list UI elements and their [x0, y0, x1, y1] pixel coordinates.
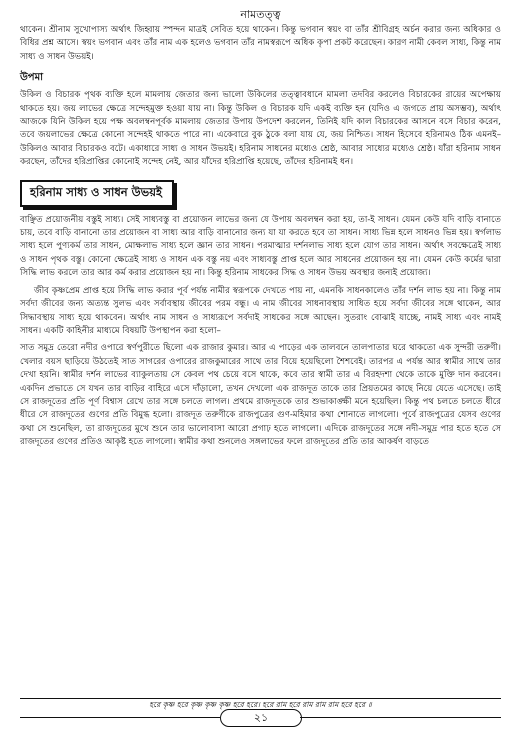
footer-rule-left [20, 717, 220, 718]
section-heading: হরিনাম সাধ্য ও সাধন উভয়ই [20, 180, 174, 207]
upama-heading: উপমা [20, 72, 44, 84]
footer-mantra: হরে কৃষ্ণ হরে কৃষ্ণ কৃষ্ণ কৃষ্ণ হরে হরে। হরে রাম হরে রাম রাম রাম হরে হরে ॥ [20, 698, 501, 712]
page-number: ২১ [220, 709, 302, 727]
upama-paragraph: উকিল ও বিচারক পৃথক ব্যক্তি হলে মামলায় জেতার জন্য ভালো উকিলের তত্ত্বাবধানে মামলা তদবির করলেও বিচারকের রায়ের অপেক্ষায় থাকতে হয়। জয় লাভের ক্ষেত্রে সন্দেহমুক্ত হওয়া যায় না। কিন্তু উকিল ও বিচারক যদি একই ব্যক্তি হন (যদিও এ জগতে প্রায় অসম্ভব), অর্থাৎ আজকে যিনি উকিল হয়ে পক্ষ অবলম্বনপূর্বক মামলায় জেতার উপায় উপদেশ করলেন, তিনিই যদি কাল বিচারকের আসনে বসে বিচার করেন, তবে জয়লাভের ক্ষেত্রে কোনো সন্দেহই থাকতে পারে না। একেবারে বুক ঠুকে বলা যায় যে, জয় নিশ্চিত। সাধন হিসেবে হরিনামও ঠিক এমনই– উকিলও আবার বিচারকও বটে। একাধারে সাধ্য ও সাধন উভয়ই। হরিনাম সাধনের মধ্যেও শ্রেষ্ঠ, আবার সাধ্যের মধ্যেও শ্রেষ্ঠ। যাঁরা হরিনাম সাধন করছেন, তাঁদের হরিপ্রাপ্তির কোনোই সন্দেহ নেই, আর যাঁদের হরিপ্রাপ্তি হয়েছে, তাঁদের হরিনামই ধন। [20, 90, 501, 168]
running-header: নামতত্ত্ব [240, 8, 281, 21]
section-paragraph-3: সাত সমুদ্র তেরো নদীর ওপারে স্বর্ণপুরীতে ছিলো এক রাজার কুমার। আর এ পাড়ের এক তালবনে তালপাতার ঘরে থাকতো এক সুন্দরী তরুণী। খেলার বয়স ছাড়িয়ে উঠতেই সাত সাগরের ওপারের রাজকুমারের সাথে তার বিয়ে হয়েছিলো শৈশবেই। তারপর এ পর্যন্ত আর স্বামীর সাথে তার দেখা হয়নি। স্বামীর দর্শন লাভের ব্যাকুলতায় সে কেবল পথ চেয়ে বসে থাকে, কবে তার স্বামী তার এ বিরহদশা থেকে তাকে মুক্তি দান করবেন। একদিন প্রভাতে সে যখন তার বাড়ির বাহিরে এসে দাঁড়ালো, তখন দেখলো এক রাজদূত তাকে তার প্রিয়তমের কাছে নিয়ে যেতে এসেছে। তাই সে রাজদূতের প্রতি পূর্ণ বিশ্বাস রেখে তার সঙ্গে চলতে লাগল। প্রথমে রাজদূতকে তার শুভাকাঙ্ক্ষী মনে হয়েছিল। কিন্তু পথ চলতে চলতে ধীরে ধীরে সে রাজদূতের গুণের প্রতি বিমুগ্ধ হলো। রাজদূত তরুণীকে রাজপুত্রের গুণ-মহিমার কথা শোনাতে লাগলো। পূর্বে রাজপুত্রের যেসব গুণের কথা সে শুনেছিল, তা রাজদূতের মুখে শুনে তার ভালোবাসা আরো প্রগাঢ় হতে লাগলো। এদিকে রাজদূতের সঙ্গে নদী-সমুদ্র পার হতে হতে সে রাজদূতের গুণের প্রতিও আকৃষ্ট হতে লাগলো। স্বামীর কথা শুনলেও সঙ্গলাভের ফলে রাজদূতের প্রতি তার আকর্ষণ বাড়তে [20, 343, 501, 448]
section-paragraph-2: জীব কৃষ্ণপ্রেম প্রাপ্ত হয়ে সিদ্ধি লাভ করার পূর্ব পর্যন্ত নামীর স্বরূপকে দেখতে পায় না, এমনকি সাধনকালেও তাঁর দর্শন লাভ হয় না। কিন্তু নাম সর্বদা জীবের জন্য অত্যন্ত সুলভ এবং সর্বাবস্থায় জীবের পরম বন্ধু। এ নাম জীবের সাধনাবস্থায় সাধিত হয়ে সর্বদা জীবের সঙ্গে থাকেন, আর সিদ্ধাবস্থায় সাধ্য হয়ে থাকবেন। অর্থাৎ নাম সাধন ও সাধ্যরূপে সর্বদাই সাধকের সঙ্গে আছেন। সুতরাং বোঝাই যাচ্ছে, নামই সাধ্য এবং নামই সাধন। একটি কাহিনীর মাধ্যমে বিষয়টি উপস্থাপন করা হলো– [20, 285, 501, 336]
intro-paragraph: থাকেন। শ্রীনাম সুখোপাস্য অর্থাৎ জিহ্বায় স্পন্দন মাত্রই সেবিত হয়ে থাকেন। কিন্তু ভগবান স্বয়ং বা তাঁর শ্রীবিগ্রহ অর্চন করার জন্য অধিকার ও বিধির প্রশ্ন আসে। স্বয়ং ভগবান এবং তাঁর নাম এক হলেও ভগবান তাঁর নামস্বরূপে অধিক কৃপা প্রকট করেছেন। কারণ নামী কেবল সাধ্য, কিন্তু নাম সাধ্য ও সাধন উভয়ই। [20, 25, 501, 62]
footer-rule-right [300, 717, 501, 718]
section-paragraph-1: বাঞ্ছিত প্রয়োজনীয় বস্তুই সাধ্য। সেই সাধ্যবস্তু বা প্রয়োজন লাভের জন্য যে উপায় অবলম্বন করা হয়, তা-ই সাধন। যেমন কেউ যদি বাড়ি বানাতে চায়, তবে বাড়ি বানানো তার প্রয়োজন বা সাধ্য আর বাড়ি বানানোর জন্য যা যা করতে হবে তা সাধন। সাধ্য ভিন্ন হলে সাধনও ভিন্ন হয়। স্বর্গলাভ সাধ্য হলে পুণ্যকর্ম তার সাধন, মোক্ষলাভ সাধ্য হলে জ্ঞান তার সাধন। পরমাত্মার দর্শনলাভ সাধ্য হলে যোগ তার সাধন। অর্থাৎ সবক্ষেত্রেই সাধ্য ও সাধন পৃথক বস্তু। কোনো ক্ষেত্রেই সাধ্য ও সাধন এক বস্তু নয় এবং সাধ্যবস্তু প্রাপ্ত হলে আর সাধনের প্রয়োজন হয় না। যেমন কেউ কর্মের দ্বারা সিদ্ধি লাভ করলে তার আর কর্ম করার প্রয়োজন হয় না। কিন্তু হরিনাম সাধকের সিদ্ধ ও সাধন উভয় অবস্থার জন্যই প্রয়োজ্য। [20, 214, 501, 279]
page-content [20, 24, 501, 454]
